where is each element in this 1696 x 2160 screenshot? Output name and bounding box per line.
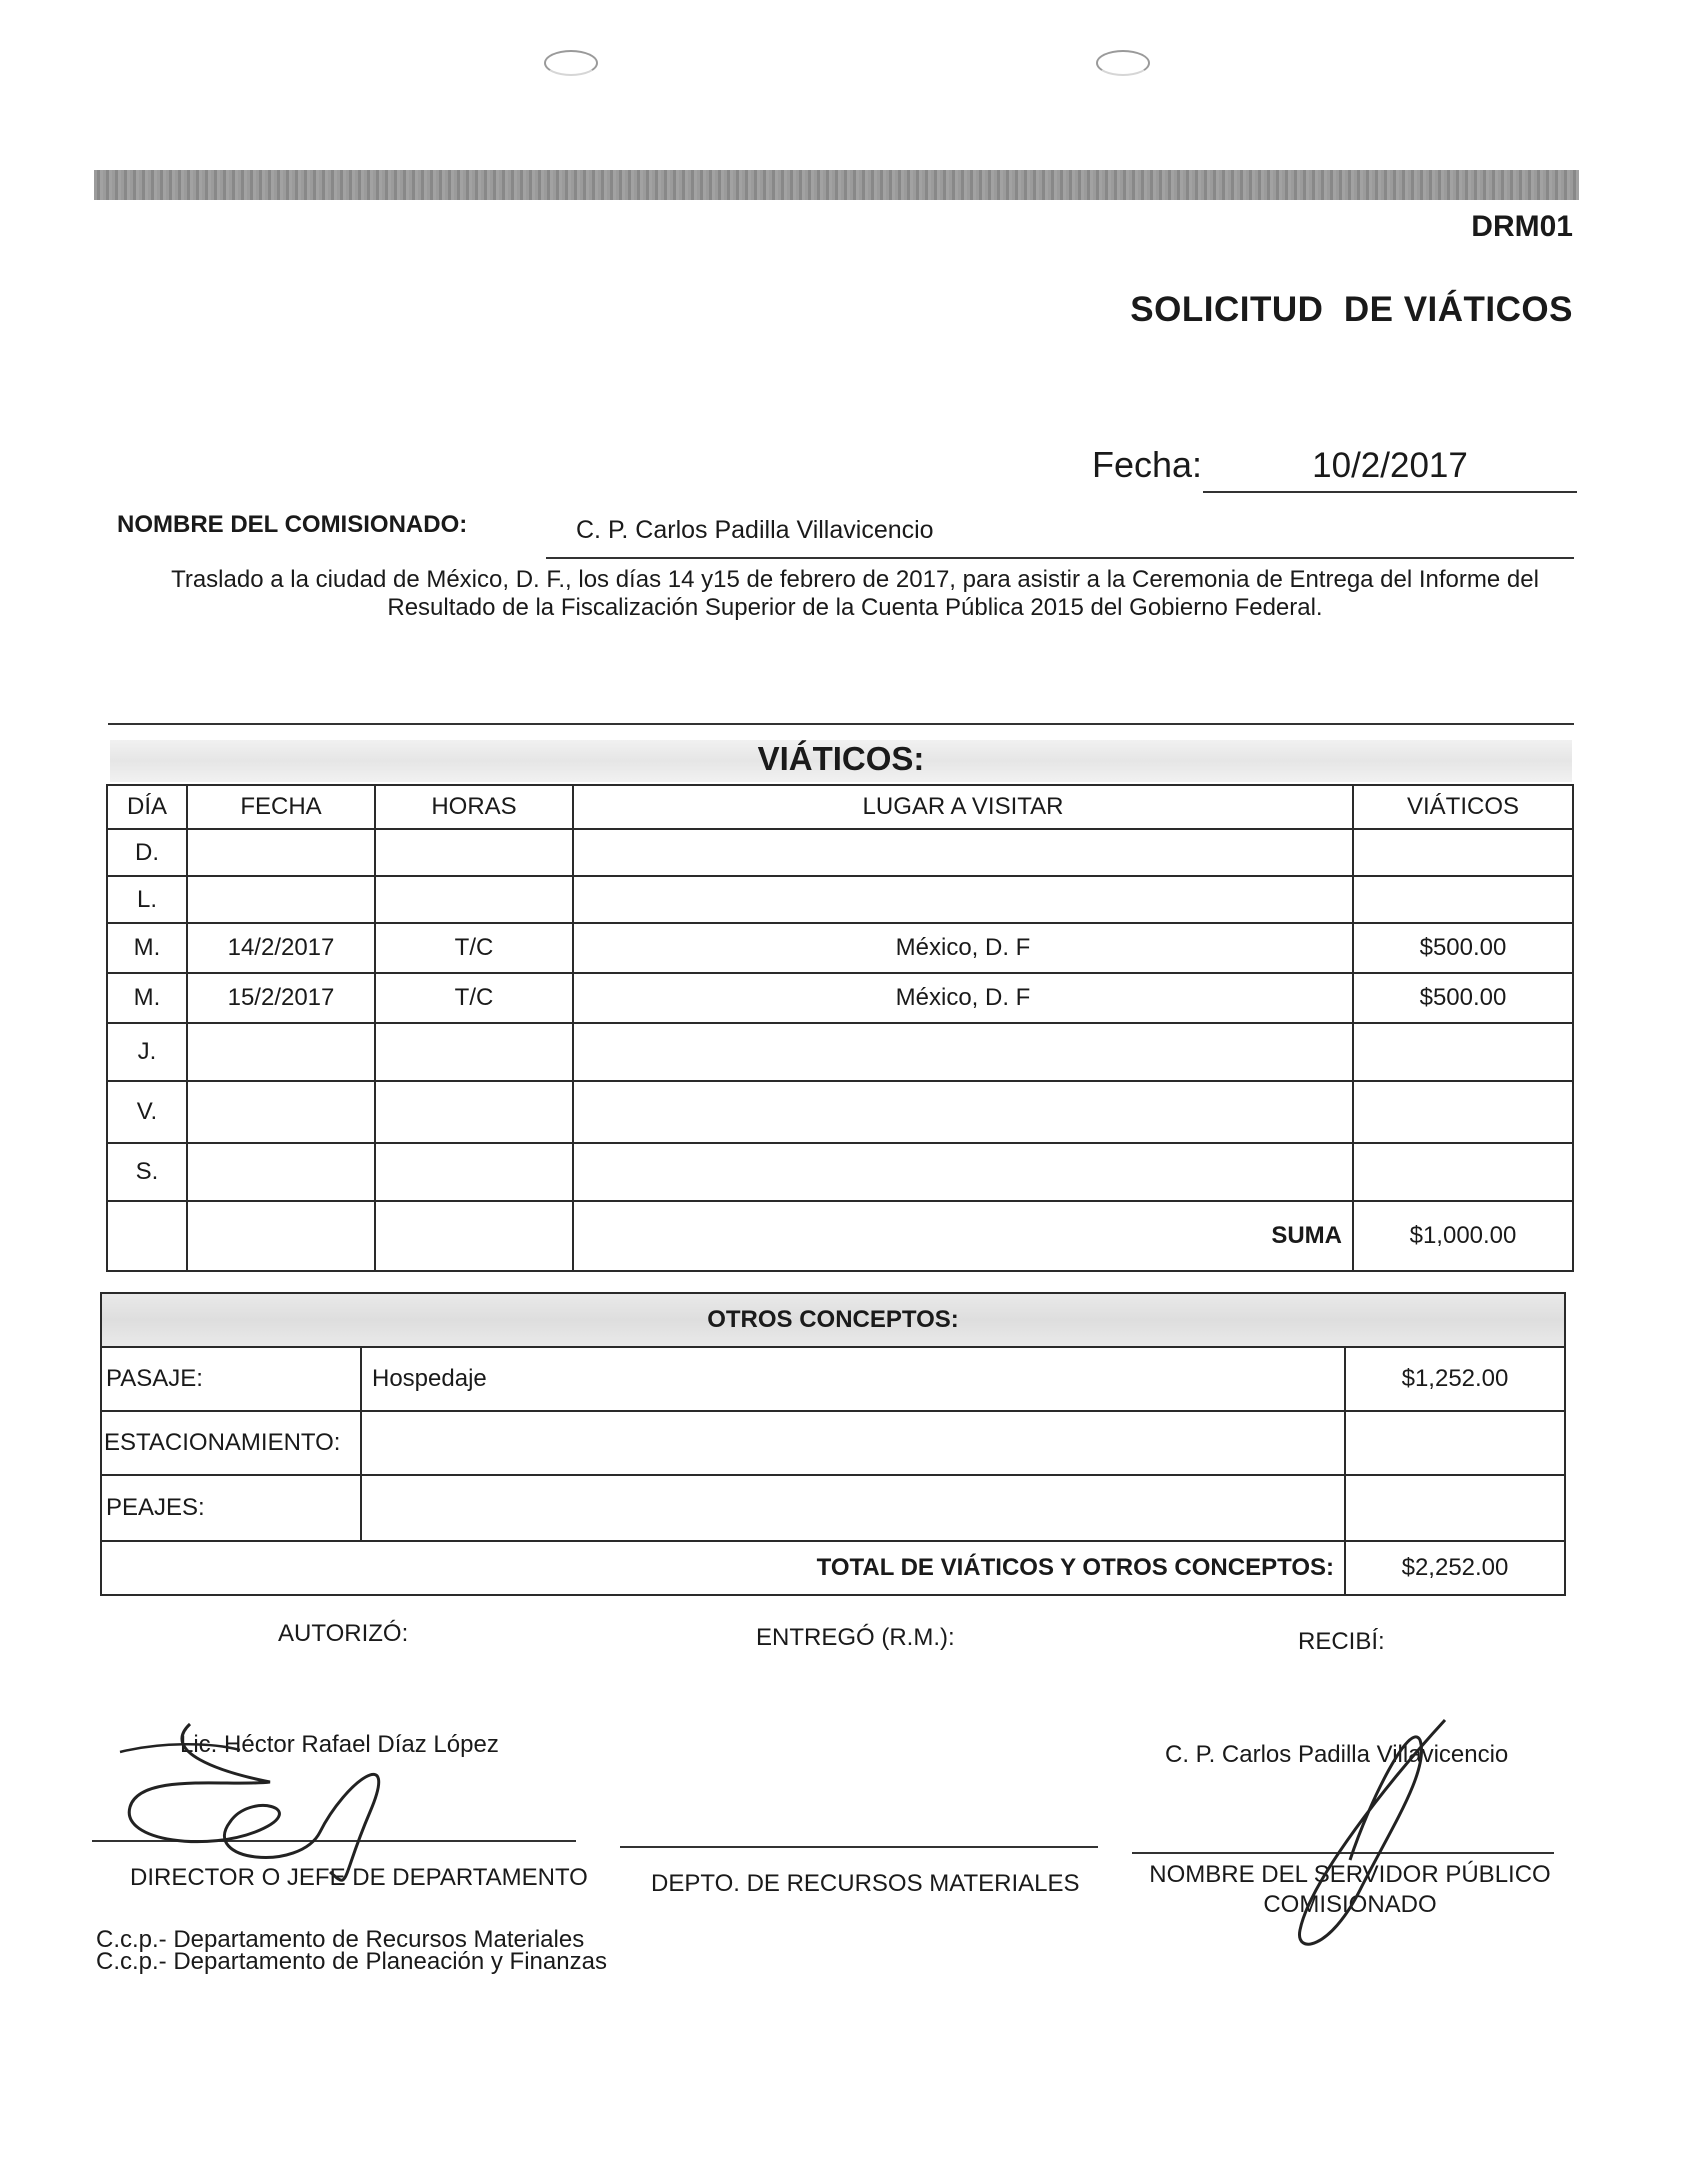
fecha-label: Fecha: xyxy=(1092,444,1203,485)
header-viaticos: VIÁTICOS xyxy=(1353,785,1573,829)
cell-horas xyxy=(375,1143,573,1201)
table-row xyxy=(101,1411,1565,1475)
suma-row xyxy=(107,1201,1573,1271)
total-value: $2,252.00 xyxy=(1345,1541,1565,1595)
viaticos-header-row xyxy=(107,785,1573,829)
comisionado-value: C. P. Carlos Padilla Villavicencio xyxy=(576,516,934,544)
suma-value: $1,000.00 xyxy=(1353,1201,1573,1271)
cell-horas xyxy=(375,876,573,923)
table-row xyxy=(101,1475,1565,1541)
cell-concepto: PASAJE: xyxy=(101,1347,361,1411)
cell-lugar xyxy=(573,829,1353,876)
suma-label: SUMA xyxy=(573,1201,1353,1271)
table-row xyxy=(107,1143,1573,1201)
table-row xyxy=(107,1023,1573,1081)
recibi-nombre: C. P. Carlos Padilla Villavicencio xyxy=(1165,1741,1509,1768)
table-row xyxy=(107,923,1573,973)
header-dia: DÍA xyxy=(107,785,187,829)
copia-1: C.c.p.- Departamento de Recursos Materiales xyxy=(96,1926,585,1953)
cell-monto: $500.00 xyxy=(1353,973,1573,1023)
cell-dia: V. xyxy=(107,1081,187,1143)
total-label: TOTAL DE VIÁTICOS Y OTROS CONCEPTOS: xyxy=(101,1541,1345,1595)
cell-monto xyxy=(1353,829,1573,876)
punch-hole-right xyxy=(1096,50,1150,76)
entrego-label: ENTREGÓ (R.M.): xyxy=(756,1624,955,1651)
header-lugar: LUGAR A VISITAR xyxy=(573,785,1353,829)
header-bar xyxy=(94,170,1579,200)
table-row xyxy=(107,1081,1573,1143)
cell-horas xyxy=(375,829,573,876)
recibi-label: RECIBÍ: xyxy=(1298,1628,1385,1655)
cell-descripcion xyxy=(361,1475,1345,1541)
cell-lugar xyxy=(573,876,1353,923)
cell-concepto: ESTACIONAMIENTO: xyxy=(101,1411,361,1475)
header-fecha: FECHA xyxy=(187,785,375,829)
cell-fecha xyxy=(187,829,375,876)
total-row xyxy=(101,1541,1565,1595)
cell-horas: T/C xyxy=(375,973,573,1023)
cell-monto xyxy=(1353,1143,1573,1201)
recibi-cargo-line-2: COMISIONADO xyxy=(1263,1891,1437,1918)
cell-monto xyxy=(1353,1081,1573,1143)
cell-monto xyxy=(1353,1023,1573,1081)
table-row xyxy=(107,973,1573,1023)
cell-horas xyxy=(375,1023,573,1081)
cell-lugar xyxy=(573,1023,1353,1081)
cell-fecha xyxy=(187,1143,375,1201)
section-divider xyxy=(108,723,1574,725)
cell-horas: T/C xyxy=(375,923,573,973)
cell-fecha xyxy=(187,876,375,923)
cell-dia: M. xyxy=(107,923,187,973)
cell-descripcion xyxy=(361,1411,1345,1475)
cell-monto xyxy=(1353,876,1573,923)
cell-lugar: México, D. F xyxy=(573,973,1353,1023)
fecha-value: 10/2/2017 xyxy=(1312,446,1468,485)
motivo-line-2: Resultado de la Fiscalización Superior de la Cuenta Pública 2015 del Gobierno Federal. xyxy=(387,594,1323,621)
cell-lugar: México, D. F xyxy=(573,923,1353,973)
cell-dia: M. xyxy=(107,973,187,1023)
cell-fecha: 15/2/2017 xyxy=(187,973,375,1023)
page-title: SOLICITUD DE VIÁTICOS xyxy=(1130,290,1573,329)
cell-dia: J. xyxy=(107,1023,187,1081)
cell-lugar xyxy=(573,1143,1353,1201)
punch-hole-left xyxy=(544,50,598,76)
recibi-signature xyxy=(1270,1710,1470,1960)
otros-table xyxy=(100,1292,1566,1596)
motivo-text xyxy=(140,566,1570,622)
table-row xyxy=(107,829,1573,876)
cell-descripcion: Hospedaje xyxy=(361,1347,1345,1411)
cell-monto: $500.00 xyxy=(1353,923,1573,973)
otros-title: OTROS CONCEPTOS: xyxy=(101,1293,1565,1347)
header-horas: HORAS xyxy=(375,785,573,829)
viaticos-title: VIÁTICOS: xyxy=(757,740,925,777)
autorizo-signature xyxy=(100,1712,420,1892)
entrego-cargo: DEPTO. DE RECURSOS MATERIALES xyxy=(651,1870,1080,1897)
comisionado-label: NOMBRE DEL COMISIONADO: xyxy=(117,511,468,538)
autorizo-label: AUTORIZÓ: xyxy=(278,1620,409,1647)
form-code: DRM01 xyxy=(1471,210,1573,243)
viaticos-table xyxy=(106,784,1574,1272)
cell-fecha xyxy=(187,1023,375,1081)
table-row xyxy=(101,1347,1565,1411)
cell-concepto: PEAJES: xyxy=(101,1475,361,1541)
autorizo-nombre: Lic. Héctor Rafael Díaz López xyxy=(180,1731,499,1758)
cell-monto: $1,252.00 xyxy=(1345,1347,1565,1411)
cell-monto xyxy=(1345,1475,1565,1541)
copia-2: C.c.p.- Departamento de Planeación y Finanzas xyxy=(96,1948,607,1975)
cell-monto xyxy=(1345,1411,1565,1475)
cell-dia: D. xyxy=(107,829,187,876)
fecha-underline xyxy=(1203,491,1577,493)
cell-horas xyxy=(375,1081,573,1143)
entrego-signature-line xyxy=(620,1846,1098,1848)
cell-lugar xyxy=(573,1081,1353,1143)
autorizo-cargo: DIRECTOR O JEFE DE DEPARTAMENTO xyxy=(130,1864,588,1891)
table-row xyxy=(107,876,1573,923)
cell-fecha xyxy=(187,1081,375,1143)
cell-fecha: 14/2/2017 xyxy=(187,923,375,973)
comisionado-underline xyxy=(546,557,1574,559)
recibi-cargo-line-1: NOMBRE DEL SERVIDOR PÚBLICO xyxy=(1149,1861,1551,1888)
cell-dia: S. xyxy=(107,1143,187,1201)
otros-title-row xyxy=(101,1293,1565,1347)
cell-dia: L. xyxy=(107,876,187,923)
motivo-line-1: Traslado a la ciudad de México, D. F., los días 14 y15 de febrero de 2017, para asistir a la Ceremonia de Entrega del Informe del xyxy=(171,566,1539,593)
